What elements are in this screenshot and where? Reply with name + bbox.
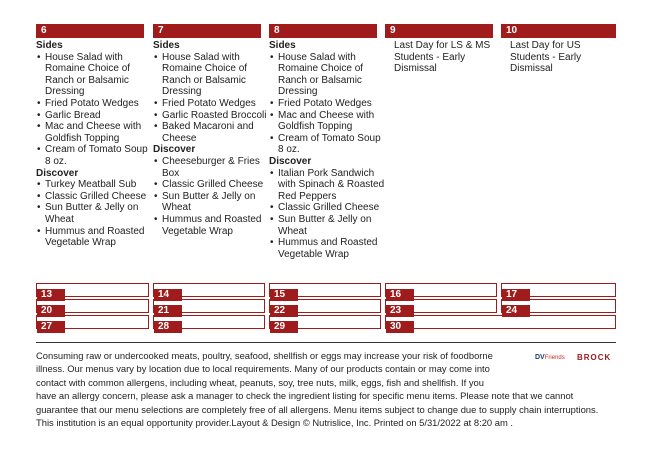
day-number: 24 — [502, 305, 530, 317]
calendar-cell — [501, 299, 616, 316]
calendar-cell — [385, 299, 497, 316]
day-number: 20 — [37, 305, 65, 317]
menu-item: • Baked Macaroni and Cheese — [153, 121, 271, 144]
menu-item: • Sun Butter & Jelly on Wheat — [36, 202, 154, 225]
day-number: 21 — [154, 305, 182, 317]
day-number: 8 — [274, 25, 280, 36]
calendar-cell — [153, 283, 265, 300]
day-number: 13 — [37, 289, 65, 301]
day-number: 15 — [270, 289, 298, 301]
section-title: Discover — [36, 167, 79, 179]
calendar-grid — [36, 283, 616, 331]
allergen-disclaimer-part2: have an allergy concern, please ask a manager to check the ingredient listing for specific menu items. Please note that we cannot guarantee that our menu selections are completely free of all allergens. Menu items subject to change due to supply chain interruptions. — [36, 390, 599, 415]
dv-logo-text: DV — [535, 354, 545, 361]
day-number: 22 — [270, 305, 298, 317]
day-header-9 — [385, 24, 493, 38]
menu-item: • Mac and Cheese with Goldfish Topping — [36, 121, 154, 144]
calendar-cell — [153, 299, 265, 316]
calendar-row — [36, 315, 616, 332]
menu-item: • Classic Grilled Cheese — [153, 179, 271, 191]
calendar-cell — [36, 283, 149, 300]
calendar-cell — [269, 283, 381, 300]
menu-item: • Mac and Cheese with Goldfish Topping — [269, 110, 387, 133]
section-title: Sides — [153, 40, 180, 51]
calendar-cell — [36, 299, 149, 316]
day-number: 14 — [154, 289, 182, 301]
menu-item: • Hummus and Roasted Vegetable Wrap — [269, 237, 387, 260]
section-title: Sides — [36, 40, 63, 51]
menu-list — [269, 52, 387, 156]
friends-logo-text: Friends — [544, 355, 565, 361]
menu-item: • Classic Grilled Cheese — [36, 191, 154, 203]
day-note-10: Last Day for US Students - Early Dismissal — [510, 40, 582, 75]
menu-item: • Cheeseburger & Fries Box — [153, 156, 271, 179]
menu-item: • Italian Pork Sandwich with Spinach & Roasted Red Peppers — [269, 168, 387, 203]
calendar-row — [36, 299, 616, 316]
menu-item: • Hummus and Roasted Vegetable Wrap — [36, 226, 154, 249]
menu-item: • Sun Butter & Jelly on Wheat — [153, 191, 271, 214]
calendar-cell — [269, 315, 381, 332]
menu-item: • Garlic Bread — [36, 110, 154, 122]
menu-item: • Cream of Tomato Soup 8 oz. — [36, 144, 154, 167]
brock-logo: BROCK — [577, 353, 612, 362]
day-menu-6 — [36, 40, 154, 249]
day-number: 28 — [154, 321, 182, 333]
calendar-cell — [385, 315, 616, 332]
day-number: 10 — [506, 25, 518, 36]
calendar-cell — [36, 315, 149, 332]
day-number: 23 — [386, 305, 414, 317]
menu-item: • Cream of Tomato Soup 8 oz. — [269, 133, 387, 156]
menu-item: • Fried Potato Wedges — [269, 98, 387, 110]
menu-item: • House Salad with Romaine Choice of Ranch or Balsamic Dressing — [269, 52, 387, 98]
credit-line: This institution is an equal opportunity provider.Layout & Design © Nutrislice, Inc. Printed on 5/31/2022 at 8:20 am . — [36, 417, 513, 429]
menu-item: • House Salad with Romaine Choice of Ranch or Balsamic Dressing — [36, 52, 154, 98]
menu-item: • Fried Potato Wedges — [153, 98, 271, 110]
day-number: 17 — [502, 289, 530, 301]
day-number: 7 — [158, 25, 164, 36]
calendar-cell — [385, 283, 497, 300]
footer — [36, 349, 616, 429]
calendar-cell — [269, 299, 381, 316]
calendar-cell — [153, 315, 265, 332]
day-number: 6 — [41, 25, 47, 36]
day-number: 29 — [270, 321, 298, 333]
calendar-row — [36, 283, 616, 300]
menu-item: • House Salad with Romaine Choice of Ranch or Balsamic Dressing — [153, 52, 271, 98]
section-title: Discover — [153, 144, 196, 156]
day-number: 30 — [386, 321, 414, 333]
day-number: 16 — [386, 289, 414, 301]
menu-list — [36, 179, 154, 249]
menu-item: • Turkey Meatball Sub — [36, 179, 154, 191]
calendar-cell — [501, 283, 616, 300]
day-header-7 — [153, 24, 261, 38]
menu-list — [269, 168, 387, 261]
day-menu-8 — [269, 40, 387, 260]
menu-item: • Garlic Roasted Broccoli — [153, 110, 271, 122]
allergen-disclaimer-part1: Consuming raw or undercooked meats, poultry, seafood, shellfish or eggs may increase your risk of foodborne illness. Our menus vary by location due to local requirements. Many of our products contain or may come into contact with common allergens, including wheat, peanuts, soy, tree nuts, milk, eggs, fish and shellfish. If you — [36, 350, 493, 388]
day-menu-7 — [153, 40, 271, 237]
section-title: Discover — [269, 155, 312, 167]
menu-list — [153, 52, 271, 145]
menu-list — [36, 52, 154, 168]
menu-item: • Classic Grilled Cheese — [269, 202, 387, 214]
menu-list — [153, 156, 271, 237]
footer-divider — [36, 342, 616, 343]
day-note-9: Last Day for LS & MS Students - Early Dismissal — [394, 40, 491, 75]
day-header-8 — [269, 24, 377, 38]
day-number: 27 — [37, 321, 65, 333]
day-number: 9 — [390, 25, 396, 36]
section-title: Sides — [269, 40, 296, 51]
menu-item: • Sun Butter & Jelly on Wheat — [269, 214, 387, 237]
day-header-10 — [501, 24, 616, 38]
day-header-6 — [36, 24, 144, 38]
menu-item: • Hummus and Roasted Vegetable Wrap — [153, 214, 271, 237]
menu-item: • Fried Potato Wedges — [36, 98, 154, 110]
